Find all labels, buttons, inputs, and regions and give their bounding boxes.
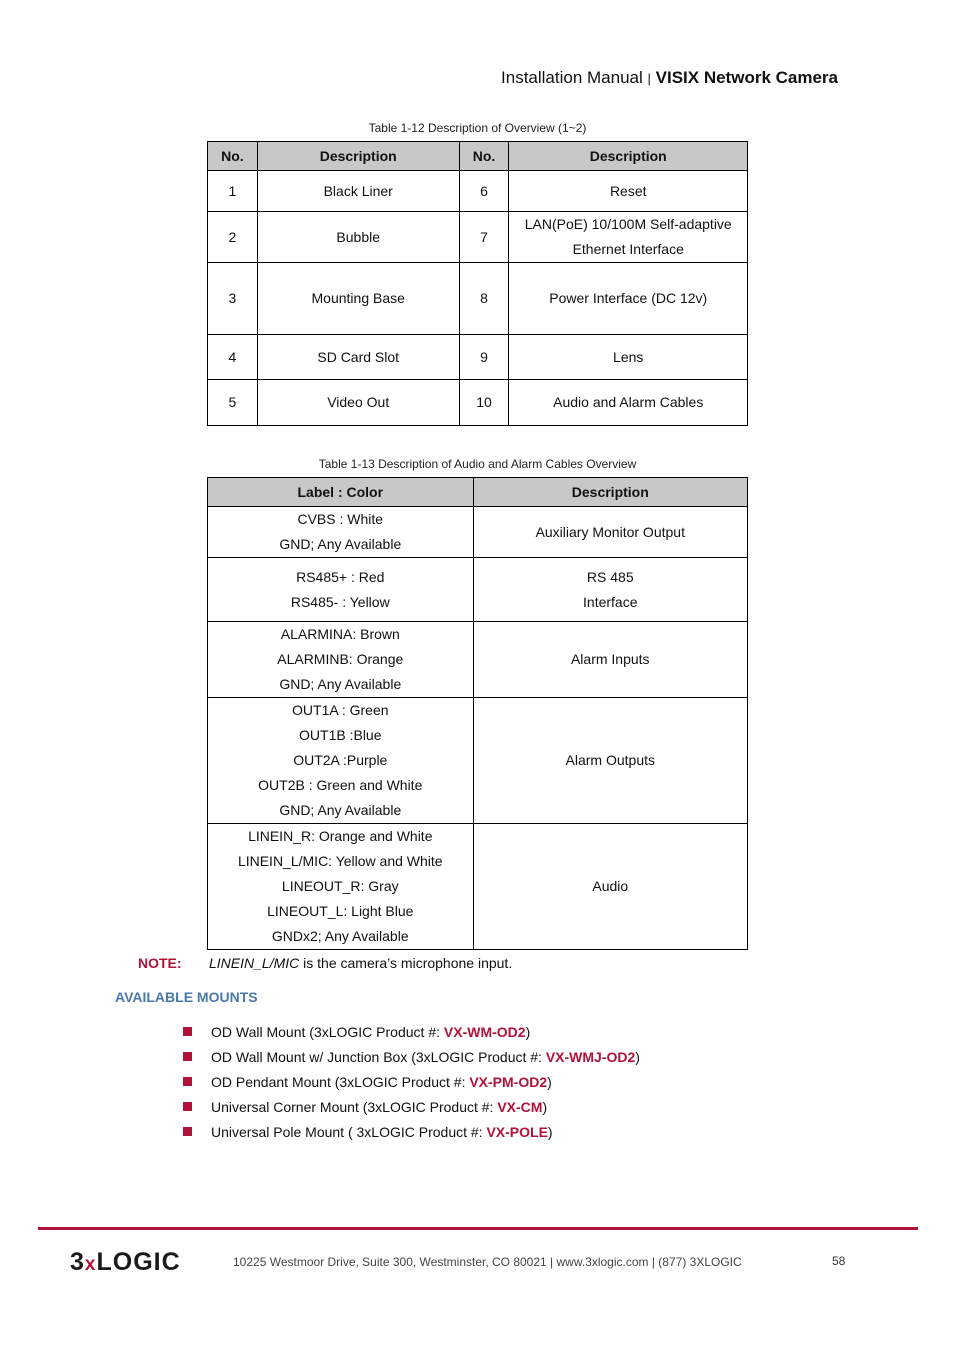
row-description: Black Liner [257,171,459,212]
header-label-color: Label : Color [208,478,474,507]
cable-label: LINEOUT_R: Gray [281,878,399,894]
mounts-list [183,1022,640,1147]
table-row [208,622,748,698]
header-description: Description [509,142,748,171]
cable-label: OUT2B : Green and White [258,777,423,793]
mount-item [183,1122,640,1147]
mount-name: OD Pendant Mount (3xLOGIC Product #: [211,1074,470,1090]
cable-description: Alarm Inputs [570,651,650,667]
header-description: Description [473,478,747,507]
mount-suffix: ) [547,1074,552,1090]
cable-label: LINEOUT_L: Light Blue [267,903,414,919]
row-number: 8 [459,263,509,335]
footer-rule [38,1227,918,1230]
table-row [208,824,748,950]
page-number: 58 [832,1254,846,1268]
label-color-cell [208,507,474,558]
table-row [208,380,748,426]
description-cell [473,507,747,558]
row-description: Video Out [257,380,459,426]
cable-label: OUT1B :Blue [299,727,382,743]
header-separator: | [647,71,651,86]
row-description: Mounting Base [257,263,459,335]
mount-suffix: ) [547,1124,553,1140]
product-code: VX-PM-OD2 [469,1074,548,1090]
cable-label: LINEIN_R: Orange and White [248,828,433,844]
cable-label: CVBS : White [297,511,384,527]
note-body: is the camera’s microphone input. [299,955,513,971]
description-cell [473,558,747,622]
mount-suffix: ) [635,1049,640,1065]
table-header-row [208,478,748,507]
label-color-cell [208,622,474,698]
cable-label: LINEIN_L/MIC: Yellow and White [237,853,443,869]
manual-title: Installation Manual [501,68,643,87]
table-row [208,507,748,558]
cable-description: RS 485 [586,568,634,585]
product-code: VX-WMJ-OD2 [545,1049,636,1065]
product-code: VX-POLE [486,1124,548,1140]
header-no: No. [459,142,509,171]
mount-name: OD Wall Mount w/ Junction Box (3xLOGIC Product #: [211,1049,546,1065]
mount-name: Universal Corner Mount (3xLOGIC Product #: [211,1099,498,1115]
table-row [208,558,748,622]
label-color-cell [208,558,474,622]
bullet-icon [183,1102,192,1111]
note-text [209,955,512,971]
cable-description: Alarm Outputs [565,752,656,768]
table-row [208,335,748,380]
cable-label: GND; Any Available [279,536,402,552]
row-number: 10 [459,380,509,426]
product-code: VX-WM-OD2 [443,1024,526,1040]
label-color-cell [208,698,474,824]
description-cell [473,824,747,950]
cable-description: Auxiliary Monitor Output [535,523,685,540]
row-description: Power Interface (DC 12v) [509,263,748,335]
mount-suffix: ) [525,1024,531,1040]
table1-caption: Table 1-12 Description of Overview (1~2) [368,121,587,135]
mounts-heading: AVAILABLE MOUNTS [115,989,258,1005]
row-description: Audio and Alarm Cables [509,380,748,426]
row-number: 5 [208,380,258,426]
mount-suffix: ) [542,1099,548,1115]
row-number: 1 [208,171,258,212]
bullet-icon [183,1077,192,1086]
row-description: SD Card Slot [257,335,459,380]
row-description: LAN(PoE) 10/100M Self-adaptive Ethernet Interface [509,212,748,263]
table2-caption: Table 1-13 Description of Audio and Alarm Cables Overview [318,457,637,471]
product-code: VX-CM [497,1099,543,1115]
description-cell [473,698,747,824]
cable-label: ALARMINB: Orange [277,651,404,667]
row-description: Reset [509,171,748,212]
cable-label: GND; Any Available [279,676,402,692]
header-description: Description [257,142,459,171]
cable-label: RS485- : Yellow [290,593,390,610]
mount-item [183,1097,640,1122]
cable-description: Audio [592,878,629,894]
company-logo: 3xLOGIC [70,1248,181,1276]
table-row [208,212,748,263]
cable-label: ALARMINA: Brown [280,626,400,642]
bullet-icon [183,1052,192,1061]
mount-item [183,1022,640,1047]
footer-address: 10225 Westmoor Drive, Suite 300, Westminster, CO 80021 | www.3xlogic.com | (877) 3XLOGIC [233,1255,742,1269]
overview-table [207,141,748,426]
row-number: 2 [208,212,258,263]
bullet-icon [183,1027,192,1036]
cable-label: GNDx2; Any Available [271,928,409,944]
page-header [501,68,838,88]
header-no: No. [208,142,258,171]
cables-table [207,477,748,950]
row-number: 9 [459,335,509,380]
product-name: VISIX Network Camera [655,68,838,87]
note-label: NOTE: [138,955,182,971]
row-number: 4 [208,335,258,380]
cable-label: RS485+ : Red [296,568,385,585]
table-header-row [208,142,748,171]
row-description: Lens [509,335,748,380]
cable-label: OUT2A :Purple [293,752,388,768]
row-description: Bubble [257,212,459,263]
mount-name: Universal Pole Mount ( 3xLOGIC Product #: [211,1124,487,1140]
table-row [208,171,748,212]
cable-label: OUT1A : Green [292,702,389,718]
mount-item [183,1047,640,1072]
description-cell [473,622,747,698]
row-number: 6 [459,171,509,212]
cable-description: Interface [583,593,638,610]
note-term: LINEIN_L/MIC [209,955,300,971]
row-number: 3 [208,263,258,335]
mount-item [183,1072,640,1097]
cable-label: GND; Any Available [279,802,402,818]
row-number: 7 [459,212,509,263]
table-row [208,263,748,335]
table-row [208,698,748,824]
label-color-cell [208,824,474,950]
mount-name: OD Wall Mount (3xLOGIC Product #: [211,1024,444,1040]
bullet-icon [183,1127,192,1136]
